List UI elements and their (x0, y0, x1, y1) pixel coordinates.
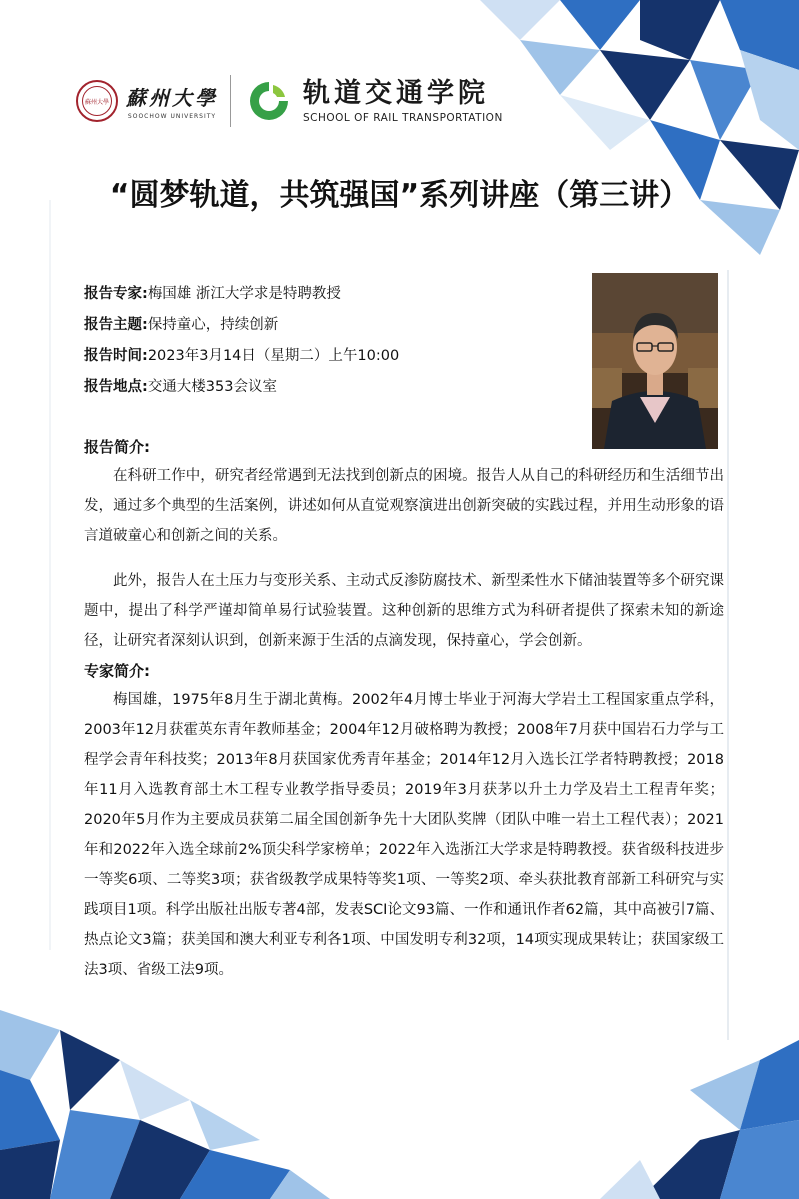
report-intro-paragraph-2: 此外，报告人在土压力与变形关系、主动式反渗防腐技术、新型柔性水下储油装置等多个研究课题中，提出了科学严谨却简单易行试验装置。这种创新的思维方式为科研者提供了探索未知的新途径，让研究者深刻认识到，创新来源于生活的点滴发现，保持童心，学会创新。 (84, 573, 724, 649)
university-name-en: SOOCHOW UNIVERSITY (127, 113, 217, 120)
place-row (84, 372, 399, 403)
time-label: 报告时间: (84, 348, 148, 364)
topic-row (84, 310, 399, 341)
school-name-en: SCHOOL OF RAIL TRANSPORTATION (303, 112, 503, 124)
university-name: 蘇州大學 (126, 86, 218, 110)
seal-text: 蘇州大學 (82, 86, 112, 116)
speaker-value: 梅国雄 浙江大学求是特聘教授 (147, 286, 341, 302)
university-seal-icon (76, 80, 118, 122)
time-value: 2023年3月14日（星期二）上午10:00 (147, 348, 400, 364)
page-title: “圆梦轨道，共筑强国”系列讲座（第三讲） (109, 178, 690, 213)
topic-label: 报告主题: (84, 317, 148, 333)
speaker-photo (592, 273, 718, 449)
expert-intro-heading: 专家简介: (84, 662, 150, 680)
place-label: 报告地点: (84, 379, 148, 395)
report-intro-paragraph-1: 在科研工作中，研究者经常遇到无法找到创新点的困境。报告人从自己的科研经历和生活细节出发，通过多个典型的生活案例，讲述如何从直觉观察演进出创新突破的实践过程，并用生动形象的语言道破童心和创新之间的关系。 (84, 468, 724, 544)
school-name: 轨道交通学院 (303, 78, 489, 109)
topic-value: 保持童心，持续创新 (147, 317, 279, 333)
header-logos (76, 68, 503, 134)
university-logo (126, 82, 218, 120)
header-divider (230, 75, 231, 127)
rail-school-logo-icon (247, 79, 291, 123)
speaker-label: 报告专家: (84, 286, 148, 302)
place-value: 交通大楼353会议室 (147, 379, 277, 395)
time-row (84, 341, 399, 372)
expert-intro-paragraph: 梅国雄，1975年8月生于湖北黄梅。2002年4月博士毕业于河海大学岩土工程国家重点学科，2003年12月获霍英东青年教师基金；2004年12月破格聘为教授；2008年7月获中国岩石力学与工程学会青年科技奖；2013年8月获国家优秀青年基金；2014年12月入选长江学者特聘教授；2018年11月入选教育部土木工程专业教学指导委员；2019年3月获茅以升土力学及岩土工程青年奖；2020年5月作为主要成员获第二届全国创新争先十大团队奖牌（团队中唯一岩土工程代表）；2021年和2022年入选全球前2%顶尖科学家榜单；2022年入选浙江大学求是特聘教授。获省级科技进步一等奖6项、二等奖3项；获省级教学成果特等奖1项、一等奖2项、牵头获批教育部新工科研究与实践项目1项。科学出版社出版专著4部，发表SCI论文93篇、一作和通讯作者62篇，其中高被引7篇、热点论文3篇；获美国和澳大利亚专利各1项、中国发明专利32项，14项实现成果转让；获国家级工法3项、省级工法9项。 (84, 692, 724, 978)
speaker-row (84, 279, 399, 310)
report-intro-heading: 报告简介: (84, 438, 150, 456)
lecture-info (84, 279, 399, 403)
school-logo-text (303, 78, 503, 124)
